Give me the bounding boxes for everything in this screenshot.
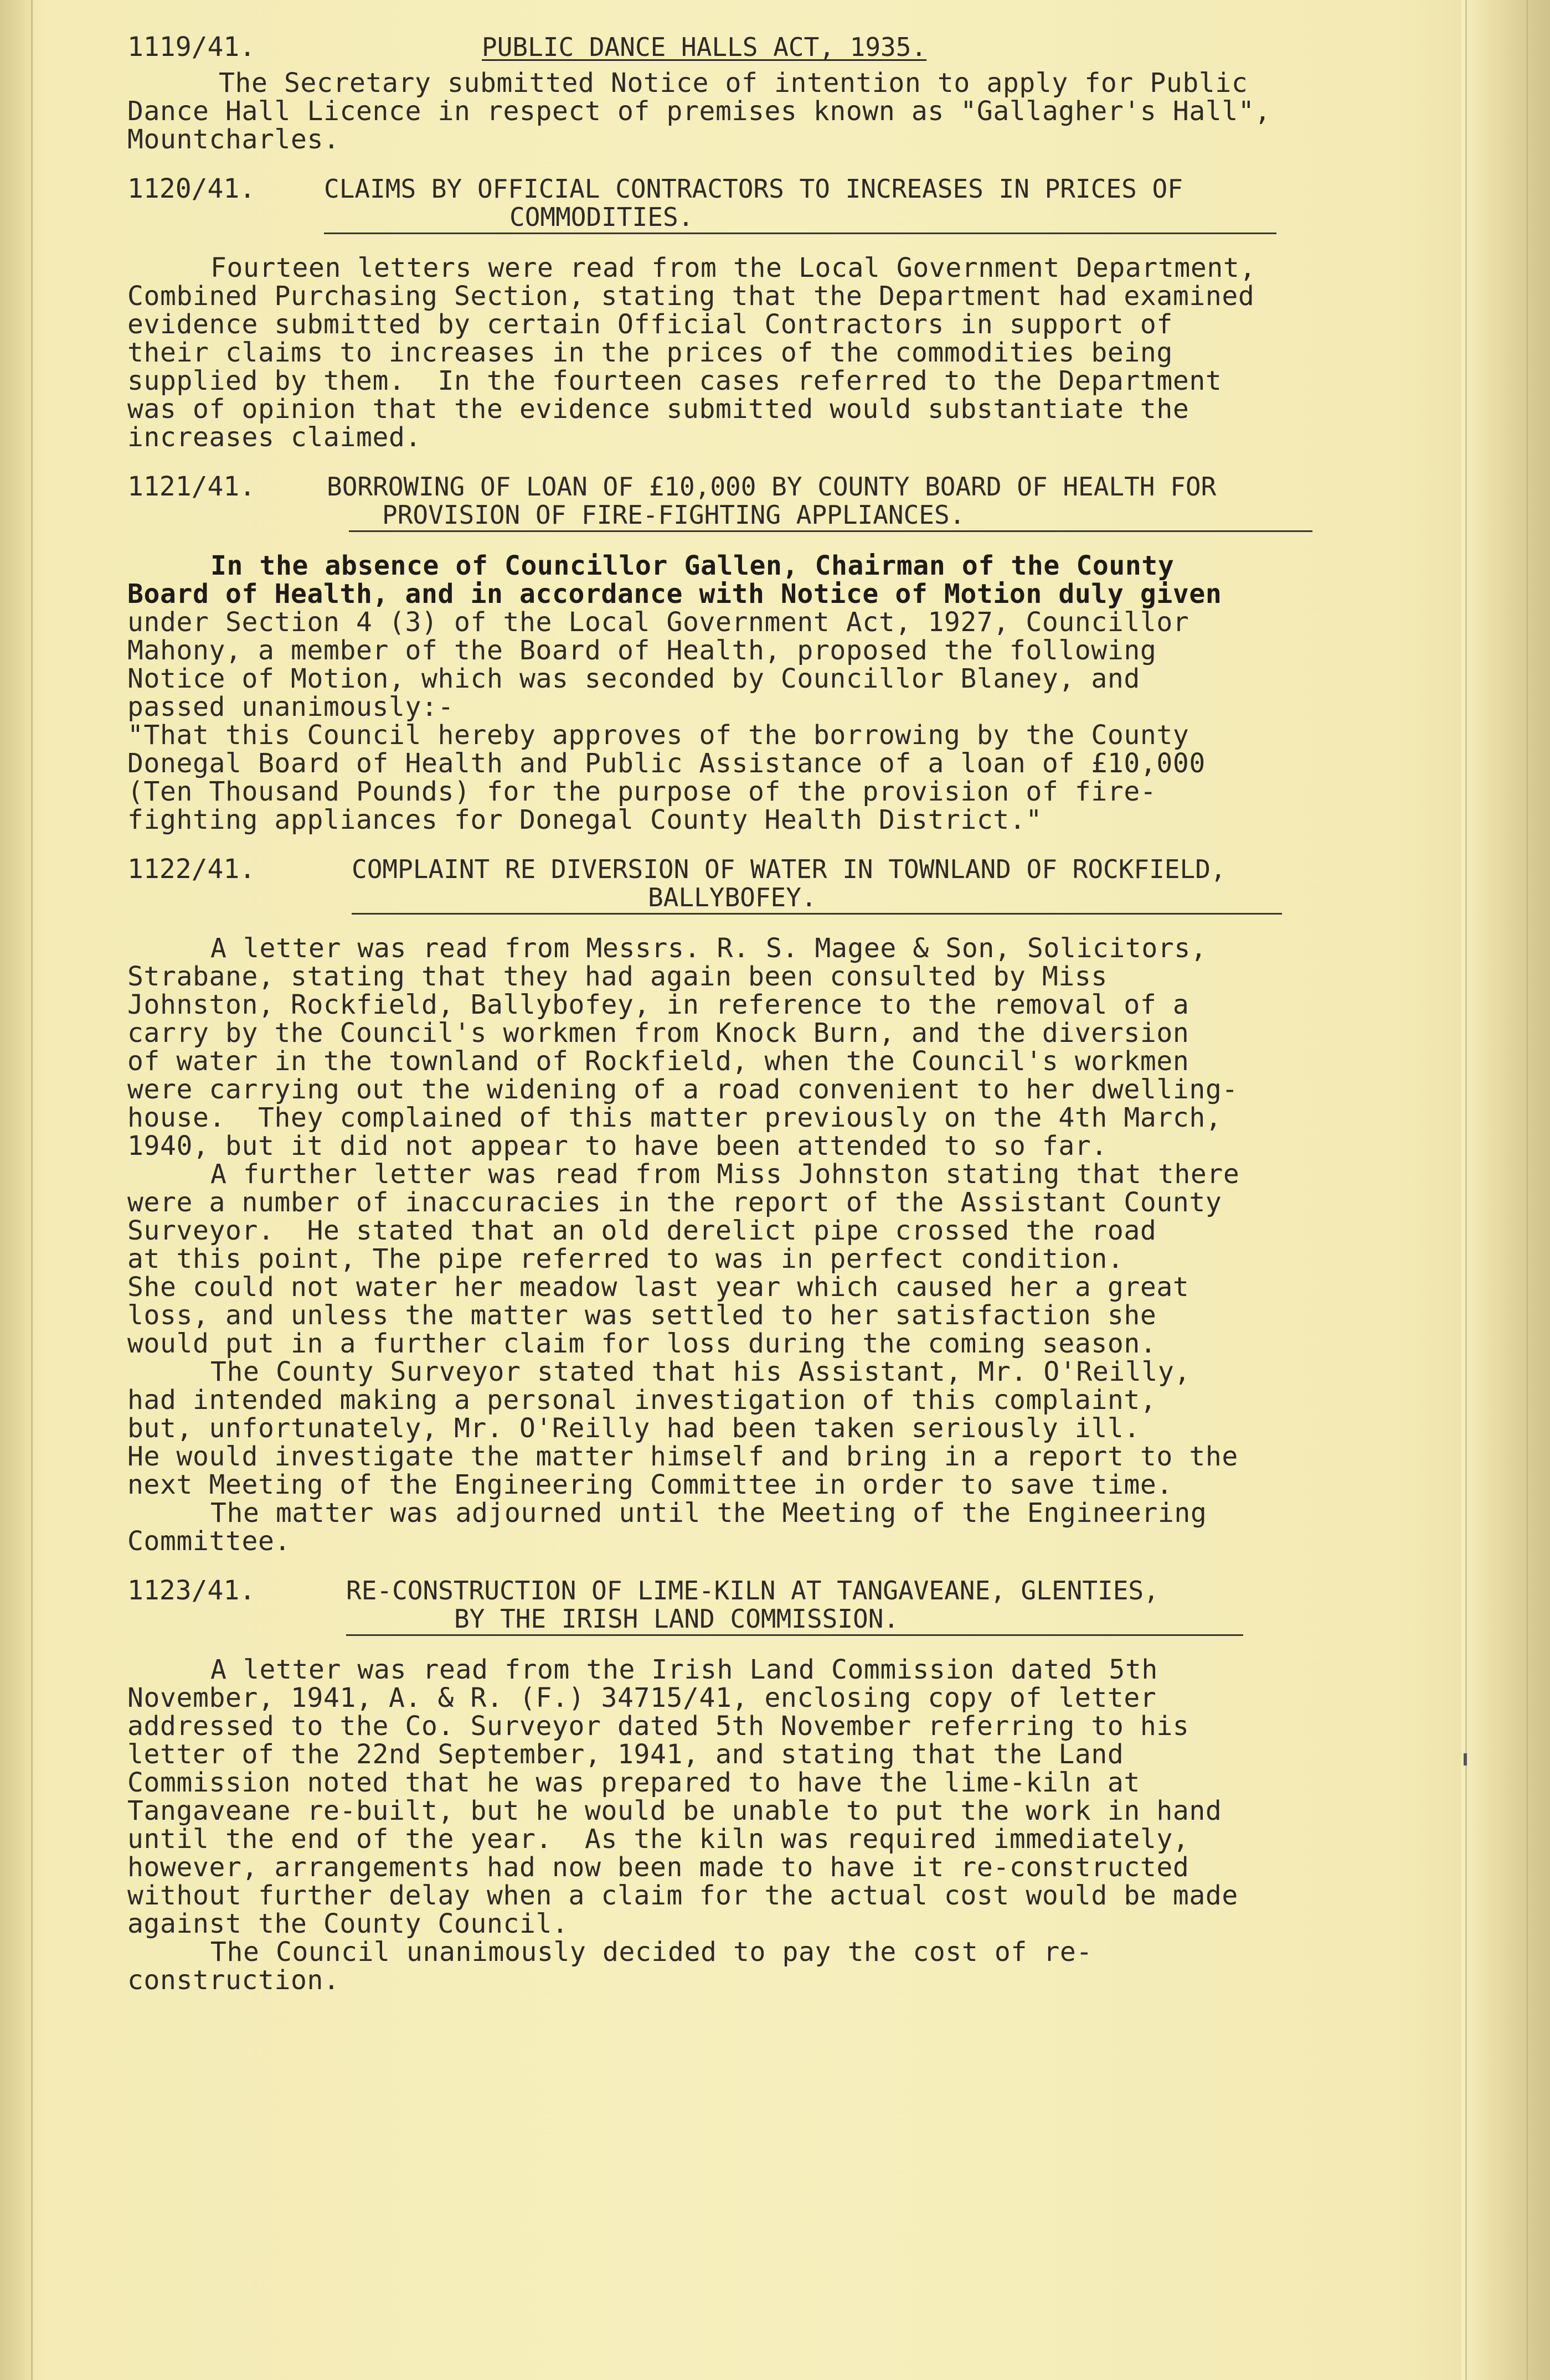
body-line: was of opinion that the evidence submitted would substantiate the — [127, 394, 1189, 425]
body-line: Strabane, stating that they had again been consulted by Miss — [127, 961, 1108, 992]
section-body-1122 — [127, 935, 1324, 1556]
body-line: letter of the 22nd September, 1941, and stating that the Land — [127, 1739, 1124, 1770]
resolution-line: fighting appliances for Donegal County Health District." — [127, 804, 1042, 835]
section-heading-1119 — [127, 33, 1324, 61]
body-line: Board of Health, and in accordance with Notice of Motion duly given — [127, 579, 1222, 610]
body-line: supplied by them. In the fourteen cases referred to the Department — [127, 365, 1222, 396]
body-line: but, unfortunately, Mr. O'Reilly had been taken seriously ill. — [127, 1413, 1140, 1444]
section-title: RE-CONSTRUCTION OF LIME-KILN AT TANGAVEANE, GLENTIES, — [346, 1576, 1159, 1605]
body-line: evidence submitted by certain Official Contractors in support of — [127, 309, 1173, 340]
body-line: would put in a further claim for loss during the coming season. — [127, 1328, 1157, 1359]
body-line: against the County Council. — [127, 1908, 569, 1939]
minute-number: 1123/41. — [127, 1575, 256, 1606]
section-title: BALLYBOFEY. — [648, 882, 817, 912]
body-line: Notice of Motion, which was seconded by Councillor Blaney, and — [127, 663, 1140, 694]
page-stack-edge-right — [1461, 0, 1550, 2380]
body-line: addressed to the Co. Surveyor dated 5th November referring to his — [127, 1711, 1189, 1742]
body-line: of water in the townland of Rockfield, when the Council's workmen — [127, 1046, 1189, 1077]
section-title: BORROWING OF LOAN OF £10,000 BY COUNTY BOARD OF HEALTH FOR — [327, 472, 1217, 502]
page-stack-line — [1465, 0, 1467, 2380]
body-line: He would investigate the matter himself and bring in a report to the — [127, 1441, 1238, 1472]
body-line: A letter was read from the Irish Land Commission dated 5th — [210, 1654, 1158, 1685]
resolution-line: Donegal Board of Health and Public Assistance of a loan of £10,000 — [127, 748, 1206, 779]
title-underline — [324, 233, 1276, 234]
body-line: Commission noted that he was prepared to have the lime-kiln at — [127, 1767, 1140, 1798]
title-underline — [352, 913, 1282, 915]
section-body-1120 — [127, 254, 1324, 452]
body-line: under Section 4 (3) of the Local Government Act, 1927, Councillor — [127, 607, 1189, 638]
body-line: The Secretary submitted Notice of intention to apply for Public — [219, 68, 1248, 99]
body-line: without further delay when a claim for the actual cost would be made — [127, 1880, 1238, 1911]
section-heading-1123 — [127, 1577, 1324, 1636]
body-line: Committee. — [127, 1526, 291, 1557]
body-line: until the end of the year. As the kiln was required immediately, — [127, 1824, 1189, 1855]
body-line: A letter was read from Messrs. R. S. Magee & Son, Solicitors, — [210, 933, 1207, 964]
body-line: The Council unanimously decided to pay the cost of re- — [210, 1937, 1093, 1968]
section-body-1119 — [127, 69, 1324, 154]
section-heading-1121 — [127, 473, 1324, 532]
body-line: were a number of inaccuracies in the report of the Assistant County — [127, 1187, 1222, 1218]
minute-number: 1121/41. — [127, 471, 256, 502]
page-stack-line — [1527, 0, 1528, 2380]
section-body-1123 — [127, 1656, 1324, 1995]
body-line: loss, and unless the matter was settled to her satisfaction she — [127, 1300, 1157, 1331]
binding-edge-left — [0, 0, 33, 2380]
body-line: Dance Hall Licence in respect of premises known as "Gallagher's Hall", — [127, 96, 1271, 127]
section-title: CLAIMS BY OFFICIAL CONTRACTORS TO INCREASES IN PRICES OF — [324, 174, 1183, 204]
minute-number: 1122/41. — [127, 854, 256, 885]
body-line: house. They complained of this matter previously on the 4th March, — [127, 1102, 1222, 1133]
body-line: Mahony, a member of the Board of Health, proposed the following — [127, 635, 1157, 666]
body-line: 1940, but it did not appear to have been attended to so far. — [127, 1130, 1108, 1161]
title-underline — [349, 530, 1312, 532]
body-line: construction. — [127, 1965, 340, 1996]
body-line: were carrying out the widening of a road convenient to her dwelling- — [127, 1074, 1238, 1105]
section-title: PUBLIC DANCE HALLS ACT, 1935. — [482, 32, 927, 62]
body-line: Surveyor. He stated that an old derelict pipe crossed the road — [127, 1215, 1157, 1246]
section-title: PROVISION OF FIRE-FIGHTING APPLIANCES. — [382, 500, 965, 530]
resolution-line: "That this Council hereby approves of the borrowing by the County — [127, 720, 1189, 751]
title-underline — [346, 1634, 1243, 1636]
body-line: passed unanimously:- — [127, 691, 454, 722]
minute-number: 1119/41. — [127, 32, 256, 63]
body-line: however, arrangements had now been made to have it re-constructed — [127, 1852, 1189, 1883]
body-line: November, 1941, A. & R. (F.) 34715/41, enclosing copy of letter — [127, 1682, 1157, 1713]
body-line: Mountcharles. — [127, 124, 340, 155]
body-line: increases claimed. — [127, 422, 421, 453]
margin-mark — [1464, 1753, 1467, 1765]
body-line: She could not water her meadow last year which caused her a great — [127, 1272, 1189, 1303]
section-body-1121 — [127, 552, 1324, 834]
body-line: The County Surveyor stated that his Assistant, Mr. O'Reilly, — [210, 1356, 1191, 1387]
section-title: BY THE IRISH LAND COMMISSION. — [454, 1604, 899, 1634]
body-line: A further letter was read from Miss Johnston stating that there — [210, 1159, 1240, 1190]
margin-rule — [31, 0, 33, 2380]
body-line: at this point, The pipe referred to was in perfect condition. — [127, 1243, 1124, 1274]
minute-number: 1120/41. — [127, 173, 256, 204]
body-line: The matter was adjourned until the Meeting of the Engineering — [210, 1498, 1207, 1529]
section-title: COMPLAINT RE DIVERSION OF WATER IN TOWNLAND OF ROCKFIELD, — [352, 854, 1226, 884]
minutes-content — [127, 33, 1324, 1995]
body-line: Fourteen letters were read from the Local Government Department, — [210, 252, 1256, 283]
section-heading-1122 — [127, 855, 1324, 915]
body-line: had intended making a personal investigation of this complaint, — [127, 1385, 1157, 1416]
body-line: Tangaveane re-built, but he would be unable to put the work in hand — [127, 1795, 1222, 1826]
section-heading-1120 — [127, 175, 1324, 234]
resolution-line: (Ten Thousand Pounds) for the purpose of the provision of fire- — [127, 776, 1157, 807]
section-title: COMMODITIES. — [509, 202, 694, 232]
body-line: next Meeting of the Engineering Committee in order to save time. — [127, 1469, 1173, 1500]
body-line: carry by the Council's workmen from Knock Burn, and the diversion — [127, 1018, 1189, 1049]
body-line: Combined Purchasing Section, stating that the Department had examined — [127, 281, 1255, 312]
body-line: Johnston, Rockfield, Ballybofey, in reference to the removal of a — [127, 989, 1189, 1020]
body-line: In the absence of Councillor Gallen, Chairman of the County — [210, 550, 1175, 581]
body-line: their claims to increases in the prices of the commodities being — [127, 337, 1173, 368]
